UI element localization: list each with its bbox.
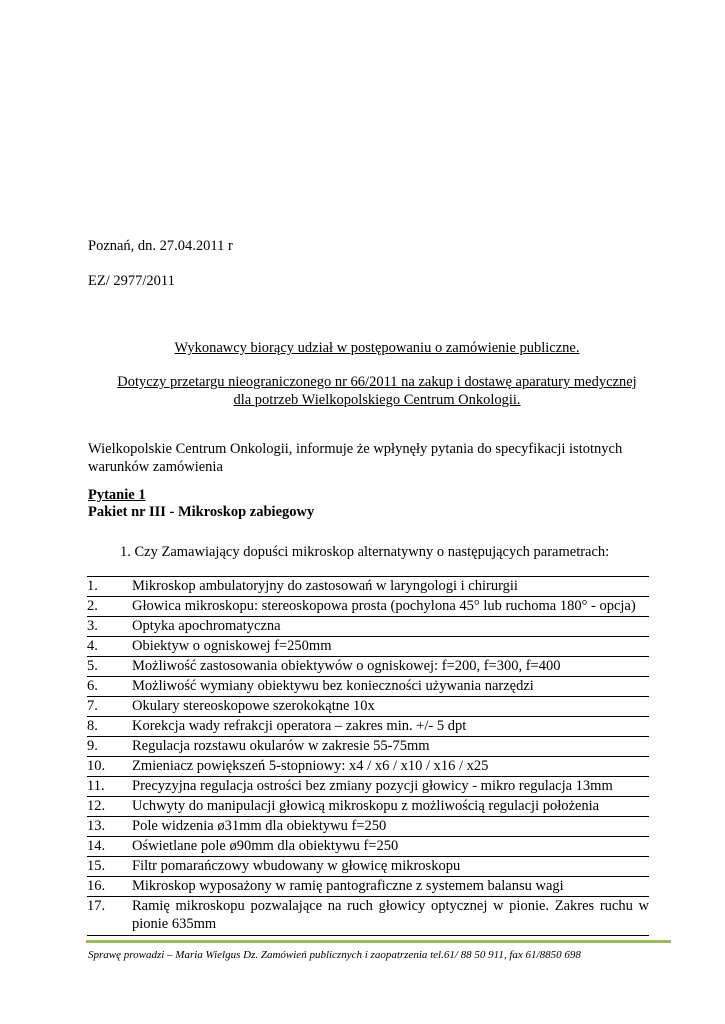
row-description: Obiektyw o ogniskowej f=250mm [132, 638, 332, 654]
table-row [87, 776, 649, 796]
reference-number: EZ/ 2977/2011 [88, 273, 175, 289]
row-description: Precyzyjna regulacja ostrości bez zmiany pozycji głowicy - mikro regulacja 13mm [132, 778, 613, 794]
row-description: Oświetlane pole ø90mm dla obiektywu f=250 [132, 838, 399, 854]
row-number: 17. [87, 898, 106, 914]
intro-line-2: warunków zamówienia [88, 459, 223, 475]
row-number: 14. [87, 838, 106, 854]
row-description: Korekcja wady refrakcji operatora – zakres min. +/- 5 dpt [132, 718, 467, 734]
row-description: Filtr pomarańczowy wbudowany w głowicę mikroskopu [132, 858, 461, 874]
row-number: 1. [87, 578, 98, 594]
table-row [87, 816, 649, 836]
row-number: 16. [87, 878, 106, 894]
row-number: 8. [87, 718, 98, 734]
footer-divider [86, 940, 671, 943]
footer-contact: Sprawę prowadzi – Maria Wielgus Dz. Zamówień publicznych i zaopatrzenia tel.61/ 88 50 911, fax 61/8850 698 [88, 949, 581, 961]
question-label: Pytanie 1 [88, 487, 146, 503]
row-number: 12. [87, 798, 106, 814]
table-row [87, 596, 649, 616]
row-description: Pole widzenia ø31mm dla obiektywu f=250 [132, 818, 387, 834]
row-description: Możliwość wymiany obiektywu bez konieczności używania narzędzi [132, 678, 534, 694]
row-description: Głowica mikroskopu: stereoskopowa prosta (pochylona 45° lub ruchoma 180° - opcja) [132, 598, 636, 614]
row-number: 10. [87, 758, 106, 774]
row-description: Regulacja rozstawu okularów w zakresie 55-75mm [132, 738, 430, 754]
package-title: Pakiet nr III - Mikroskop zabiegowy [88, 504, 315, 520]
row-description: Uchwyty do manipulacji głowicą mikroskopu z możliwością regulacji położenia [132, 798, 600, 814]
row-number: 4. [87, 638, 98, 654]
row-description: Mikroskop ambulatoryjny do zastosowań w laryngologi i chirurgii [132, 578, 518, 594]
table-row [87, 676, 649, 696]
table-row [87, 876, 649, 896]
table-row [87, 856, 649, 876]
question-text: 1. Czy Zamawiający dopuści mikroskop alternatywny o następujących parametrach: [120, 544, 610, 560]
place-date: Poznań, dn. 27.04.2011 r [88, 238, 233, 254]
table-row [87, 716, 649, 736]
table-row [87, 656, 649, 676]
table-row [87, 636, 649, 656]
row-number: 11. [87, 778, 105, 794]
parameters-table [87, 576, 649, 936]
table-row [87, 836, 649, 856]
row-description: Mikroskop wyposażony w ramię pantograficzne z systemem balansu wagi [132, 878, 564, 894]
row-description: Okulary stereoskopowe szerokokątne 10x [132, 698, 375, 714]
table-row [87, 696, 649, 716]
table-row [87, 576, 649, 596]
row-number: 15. [87, 858, 106, 874]
row-description: Ramię mikroskopu pozwalające na ruch głowicy optycznej w pionie. Zakres ruchu w pionie 635mm [132, 898, 649, 932]
addressees-heading: Wykonawcy biorący udział w postępowaniu o zamówienie publiczne. [174, 340, 580, 356]
table-row [87, 736, 649, 756]
row-description: Zmieniacz powiększeń 5-stopniowy: x4 / x6 / x10 / x16 / x25 [132, 758, 489, 774]
row-number: 7. [87, 698, 98, 714]
table-row [87, 616, 649, 636]
table-row [87, 896, 649, 936]
table-row [87, 796, 649, 816]
table-row [87, 756, 649, 776]
row-number: 9. [87, 738, 98, 754]
row-description: Optyka apochromatyczna [132, 618, 281, 634]
row-number: 2. [87, 598, 98, 614]
row-number: 6. [87, 678, 98, 694]
row-number: 5. [87, 658, 98, 674]
row-description: Możliwość zastosowania obiektywów o ogniskowej: f=200, f=300, f=400 [132, 658, 561, 674]
row-number: 3. [87, 618, 98, 634]
row-number: 13. [87, 818, 106, 834]
intro-line-1: Wielkopolskie Centrum Onkologii, informuje że wpłynęły pytania do specyfikacji istotnych [88, 441, 623, 457]
subject-line-2: dla potrzeb Wielkopolskiego Centrum Onkologii. [233, 392, 521, 408]
subject-line-1: Dotyczy przetargu nieograniczonego nr 66/2011 na zakup i dostawę aparatury medycznej [117, 374, 637, 390]
